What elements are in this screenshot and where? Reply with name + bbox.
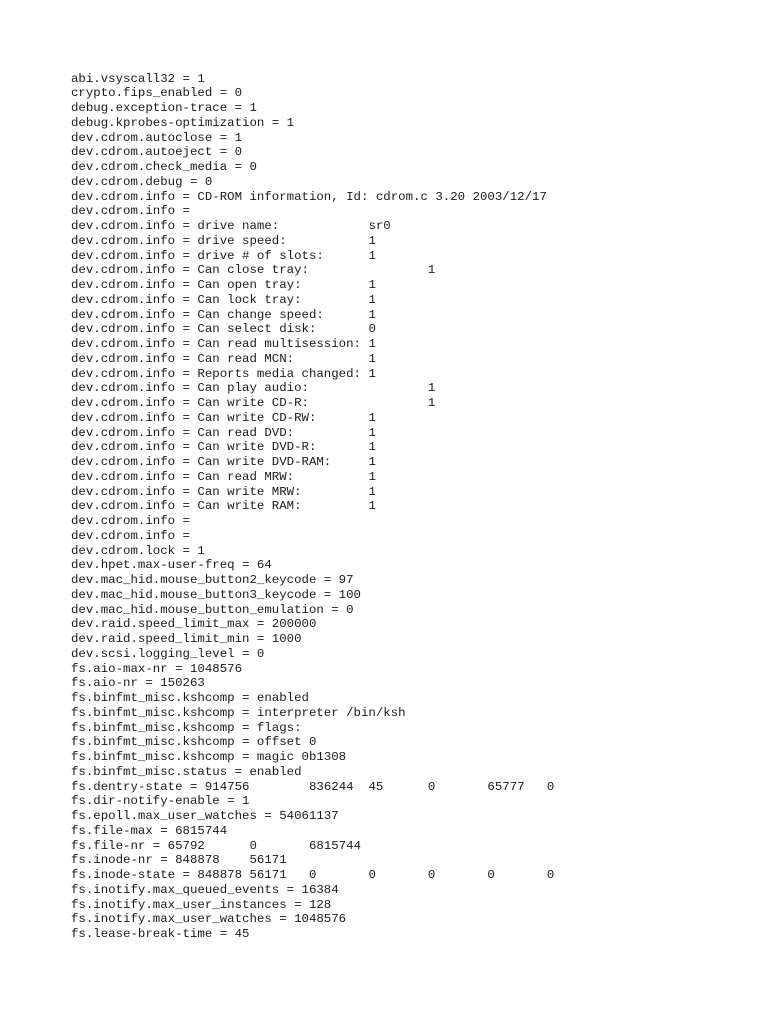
text-line: fs.binfmt_misc.kshcomp = enabled <box>71 691 309 705</box>
text-line: fs.inode-nr = 848878 56171 <box>71 853 287 868</box>
text-line: dev.cdrom.info = Can write DVD-RAM: 1 <box>71 455 376 469</box>
text-line: dev.cdrom.check_media = 0 <box>71 160 257 174</box>
text-line: fs.inotify.max_queued_events = 16384 <box>71 882 339 897</box>
text-line: dev.cdrom.info = Can play audio: 1 <box>71 381 436 396</box>
text-line: dev.cdrom.autoeject = 0 <box>71 145 243 160</box>
text-line: dev.cdrom.info = <box>71 528 198 543</box>
text-line: dev.cdrom.info = <box>71 514 198 528</box>
text-line: dev.cdrom.info = Can write MRW: 1 <box>71 484 376 499</box>
text-line: dev.cdrom.info = drive # of slots: 1 <box>71 248 376 263</box>
text-line: fs.epoll.max_user_watches = 54061137 <box>71 809 339 823</box>
text-line: crypto.fips_enabled = 0 <box>71 86 243 101</box>
text-line: fs.binfmt_misc.kshcomp = magic 0b1308 <box>71 750 347 764</box>
text-line: dev.mac_hid.mouse_button2_keycode = 97 <box>71 573 354 587</box>
text-line: fs.inotify.max_user_instances = 128 <box>71 897 332 912</box>
text-line: dev.cdrom.info = Reports media changed: 1 <box>71 366 376 381</box>
text-line: fs.file-nr = 65792 0 6815744 <box>71 838 362 853</box>
text-line: fs.aio-nr = 150263 <box>71 676 205 691</box>
text-line: dev.cdrom.info = Can write DVD-R: 1 <box>71 440 376 455</box>
text-line: fs.binfmt_misc.status = enabled <box>71 764 302 779</box>
text-line: dev.cdrom.info = Can change speed: 1 <box>71 307 376 322</box>
text-line: dev.cdrom.info = Can close tray: 1 <box>71 263 436 278</box>
text-line: dev.cdrom.info = CD-ROM information, Id: cdrom.c 3.20 2003/12/17 <box>71 189 547 204</box>
text-line: fs.inotify.max_user_watches = 1048576 <box>71 912 347 927</box>
text-line: dev.cdrom.info = Can read MCN: 1 <box>71 351 376 366</box>
text-line: debug.kprobes-optimization = 1 <box>71 115 295 130</box>
text-line: fs.aio-max-nr = 1048576 <box>71 661 243 676</box>
text-line: dev.cdrom.debug = 0 <box>71 174 213 189</box>
text-line: fs.file-max = 6815744 <box>71 823 228 838</box>
text-line: dev.cdrom.info = Can select disk: 0 <box>71 322 376 337</box>
text-line: dev.cdrom.info = Can read DVD: 1 <box>71 425 376 440</box>
text-line: dev.scsi.logging_level = 0 <box>71 646 265 661</box>
text-line: fs.binfmt_misc.kshcomp = flags: <box>71 720 309 735</box>
text-line: fs.binfmt_misc.kshcomp = offset 0 <box>71 735 317 750</box>
text-line: fs.lease-break-time = 45 <box>71 927 250 941</box>
text-line: dev.cdrom.info = drive name: sr0 <box>71 219 391 233</box>
text-line: dev.cdrom.info = Can lock tray: 1 <box>71 292 376 307</box>
text-line: dev.raid.speed_limit_min = 1000 <box>71 632 302 646</box>
text-line: debug.exception-trace = 1 <box>71 101 257 115</box>
text-line: dev.cdrom.info = drive speed: 1 <box>71 233 376 248</box>
text-line: dev.mac_hid.mouse_button3_keycode = 100 <box>71 587 361 602</box>
text-line: dev.cdrom.info = Can write CD-R: 1 <box>71 396 436 410</box>
text-line: fs.inode-state = 848878 56171 0 0 0 0 0 <box>71 868 555 882</box>
text-line: dev.cdrom.info = Can write CD-RW: 1 <box>71 410 376 425</box>
text-line: dev.cdrom.info = <box>71 204 198 219</box>
text-line: fs.dir-notify-enable = 1 <box>71 794 250 809</box>
text-line: fs.binfmt_misc.kshcomp = interpreter /bin/ksh <box>71 705 406 720</box>
text-line: dev.hpet.max-user-freq = 64 <box>71 558 272 573</box>
text-line: dev.mac_hid.mouse_button_emulation = 0 <box>71 602 354 617</box>
text-line: fs.dentry-state = 914756 836244 45 0 65777 0 <box>71 779 555 794</box>
text-line: dev.cdrom.info = Can open tray: 1 <box>71 278 376 292</box>
text-line: dev.cdrom.autoclose = 1 <box>71 130 243 145</box>
text-line: dev.cdrom.info = Can write RAM: 1 <box>71 499 376 514</box>
text-line: dev.raid.speed_limit_max = 200000 <box>71 617 317 632</box>
text-line: dev.cdrom.info = Can read multisession: 1 <box>71 337 376 351</box>
text-line: abi.vsyscall32 = 1 <box>71 71 205 86</box>
sysctl-output <box>71 72 554 942</box>
text-line: dev.cdrom.lock = 1 <box>71 543 205 558</box>
text-line: dev.cdrom.info = Can read MRW: 1 <box>71 469 376 484</box>
